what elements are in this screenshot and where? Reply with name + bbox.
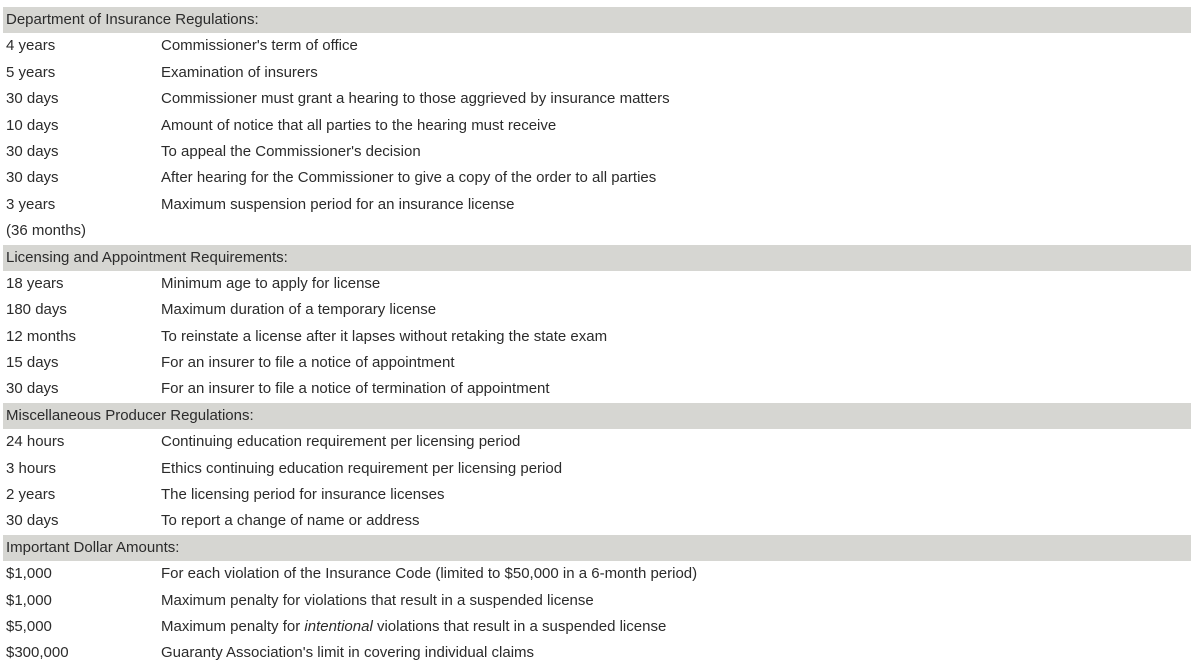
row-description: For an insurer to file a notice of appointment [161,354,455,372]
table-row [3,86,1191,112]
row-description: To reinstate a license after it lapses without retaking the state exam [161,327,608,345]
desc-text-after: violations that result in a suspended license [372,617,667,635]
row-value: $300,000 [6,644,69,662]
row-value: 3 hours [6,459,57,477]
table-row [3,429,1191,455]
section-header: Licensing and Appointment Requirements: [3,245,1191,271]
row-value: 18 years [6,274,64,292]
row-description: Maximum duration of a temporary license [161,301,437,319]
row-description: For an insurer to file a notice of termination of appointment [161,380,550,398]
row-value: $5,000 [6,617,52,635]
row-description: Guaranty Association's limit in covering individual claims [161,644,535,662]
desc-text-emphasis: intentional [304,617,373,635]
row-description: Commissioner's term of office [161,37,358,55]
table-row [3,139,1191,165]
section-header: Department of Insurance Regulations: [3,7,1191,33]
row-value: 30 days [6,142,59,160]
row-description: After hearing for the Commissioner to give a copy of the order to all parties [161,169,657,187]
row-value: $1,000 [6,591,52,609]
row-value: 30 days [6,512,59,530]
table-row [3,218,1191,244]
row-value: 24 hours [6,433,65,451]
table-row [3,60,1191,86]
section-header: Important Dollar Amounts: [3,535,1191,561]
row-description: Minimum age to apply for license [161,274,381,292]
table-row [3,297,1191,323]
row-description: For each violation of the Insurance Code (limited to $50,000 in a 6-month period) [161,565,698,583]
row-description [161,614,666,640]
row-value: 12 months [6,327,77,345]
row-description: To report a change of name or address [161,512,420,530]
table-row [3,113,1191,139]
row-value: 30 days [6,169,59,187]
section-header: Miscellaneous Producer Regulations: [3,403,1191,429]
row-value: 10 days [6,116,59,134]
table-row [3,33,1191,59]
row-value: $1,000 [6,565,52,583]
table-row [3,165,1191,191]
table-row [3,640,1191,666]
table-row [3,561,1191,587]
row-value: 30 days [6,380,59,398]
row-value: 15 days [6,354,59,372]
row-description: Ethics continuing education requirement per licensing period [161,459,563,477]
row-value: (36 months) [6,222,87,240]
row-description: Maximum suspension period for an insurance license [161,195,515,213]
table-row [3,192,1191,218]
row-value: 180 days [6,301,67,319]
table-row [3,376,1191,402]
row-description: Commissioner must grant a hearing to those aggrieved by insurance matters [161,90,670,108]
row-value: 30 days [6,90,59,108]
row-description: Examination of insurers [161,63,318,81]
regulations-table [3,7,1191,667]
row-value: 4 years [6,37,56,55]
table-row [3,350,1191,376]
desc-text-before: Maximum penalty for [161,617,305,635]
row-description: Continuing education requirement per licensing period [161,433,521,451]
row-value: 2 years [6,486,56,504]
row-description: To appeal the Commissioner's decision [161,142,421,160]
table-row [3,508,1191,534]
table-row [3,271,1191,297]
row-description: Amount of notice that all parties to the hearing must receive [161,116,557,134]
table-row [3,482,1191,508]
row-description: Maximum penalty for violations that result in a suspended license [161,591,594,609]
row-description: The licensing period for insurance licenses [161,486,445,504]
table-row [3,456,1191,482]
table-row [3,614,1191,640]
row-value: 3 years [6,195,56,213]
row-value: 5 years [6,63,56,81]
table-row [3,588,1191,614]
table-row [3,324,1191,350]
